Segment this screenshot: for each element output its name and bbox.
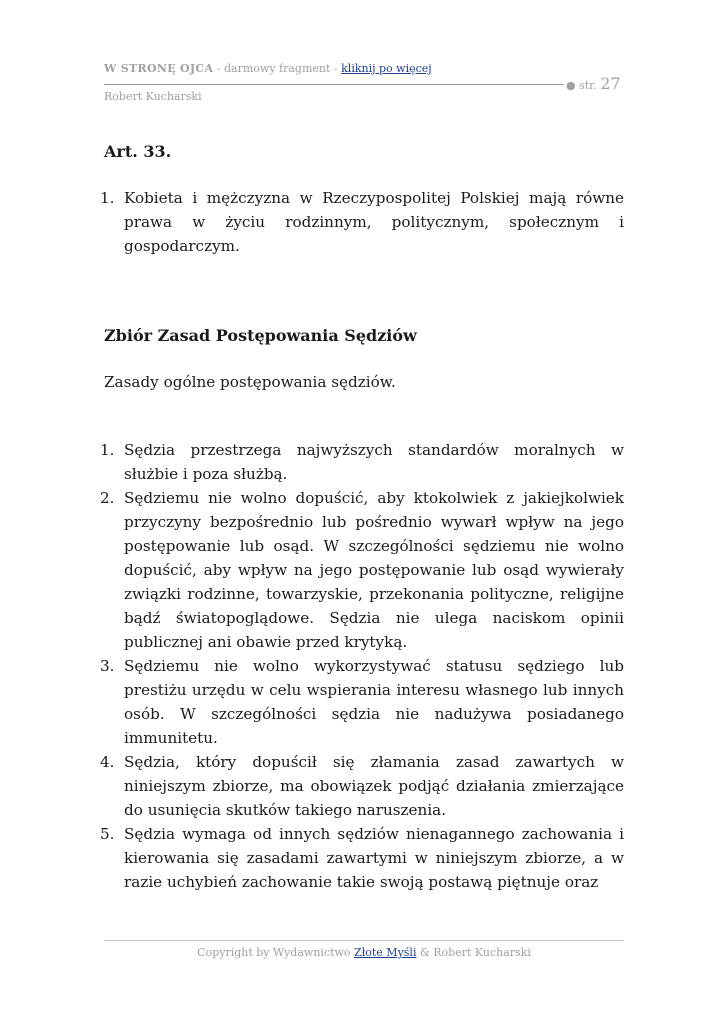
rules-list <box>100 438 624 894</box>
section-heading: Zbiór Zasad Postępowania Sędziów <box>104 326 417 345</box>
page-header <box>104 62 624 108</box>
header-separator: - <box>213 62 224 75</box>
list-item: 1. Kobieta i mężczyzna w Rzeczypospolitej Polskiej mają równe prawa w życiu rodzinnym, politycznym, społecznym i gospodarczym. <box>100 189 624 255</box>
page-footer <box>0 946 728 959</box>
fragment-label: darmowy fragment <box>224 62 331 75</box>
list-item: 4. Sędzia, który dopuścił się złamania zasad zawartych w niniejszym zbiorze, ma obowiązek podjąć działania zmierzające do usunięcia skutków takiego naruszenia. <box>100 753 624 819</box>
list-item: 5. Sędzia wymaga od innych sędziów nienagannego zachowania i kierowania się zasadami zawartymi w niniejszym zbiorze, a w razie uchybień zachowanie takie swoją postawą piętnuje oraz <box>100 825 624 891</box>
book-title: W STRONĘ OJCA <box>104 62 214 75</box>
page-number: 27 <box>600 74 621 93</box>
list-item: 1. Sędzia przestrzega najwyższych standardów moralnych w służbie i poza służbą. <box>100 441 624 483</box>
section-subheading: Zasady ogólne postępowania sędziów. <box>104 373 396 391</box>
page-prefix: ● str. <box>566 79 601 92</box>
author-name: Robert Kucharski <box>104 90 202 103</box>
header-separator: - <box>330 62 342 75</box>
copyright-suffix: & Robert Kucharski <box>416 946 531 959</box>
page-indicator <box>566 74 621 93</box>
more-link[interactable]: kliknij po więcej <box>341 62 432 75</box>
publisher-link[interactable]: Złote Myśli <box>354 946 417 959</box>
article-list <box>100 186 624 258</box>
article-heading: Art. 33. <box>104 142 172 161</box>
page-content <box>100 140 624 894</box>
list-item: 2. Sędziemu nie wolno dopuścić, aby ktokolwiek z jakiejkolwiek przyczyny bezpośrednio lub pośrednio wywarł wpływ na jego postępowanie lub osąd. W szczególności sędziemu nie wolno dopuścić, aby wpływ na jego postępowanie lub osąd wywierały związki rodzinne, towarzyskie, przekonania polityczne, religijne bądź światopoglądowe. Sędzia nie ulega naciskom opinii publicznej ani obawie przed krytyką. <box>100 489 624 651</box>
copyright-prefix: Copyright by Wydawnictwo <box>197 946 355 959</box>
list-item: 3. Sędziemu nie wolno wykorzystywać statusu sędziego lub prestiżu urzędu w celu wspierania interesu własnego lub innych osób. W szczególności sędzia nie nadużywa posiadanego immunitetu. <box>100 657 624 747</box>
header-divider <box>104 84 564 85</box>
header-line <box>104 62 432 75</box>
footer-divider <box>104 940 624 941</box>
